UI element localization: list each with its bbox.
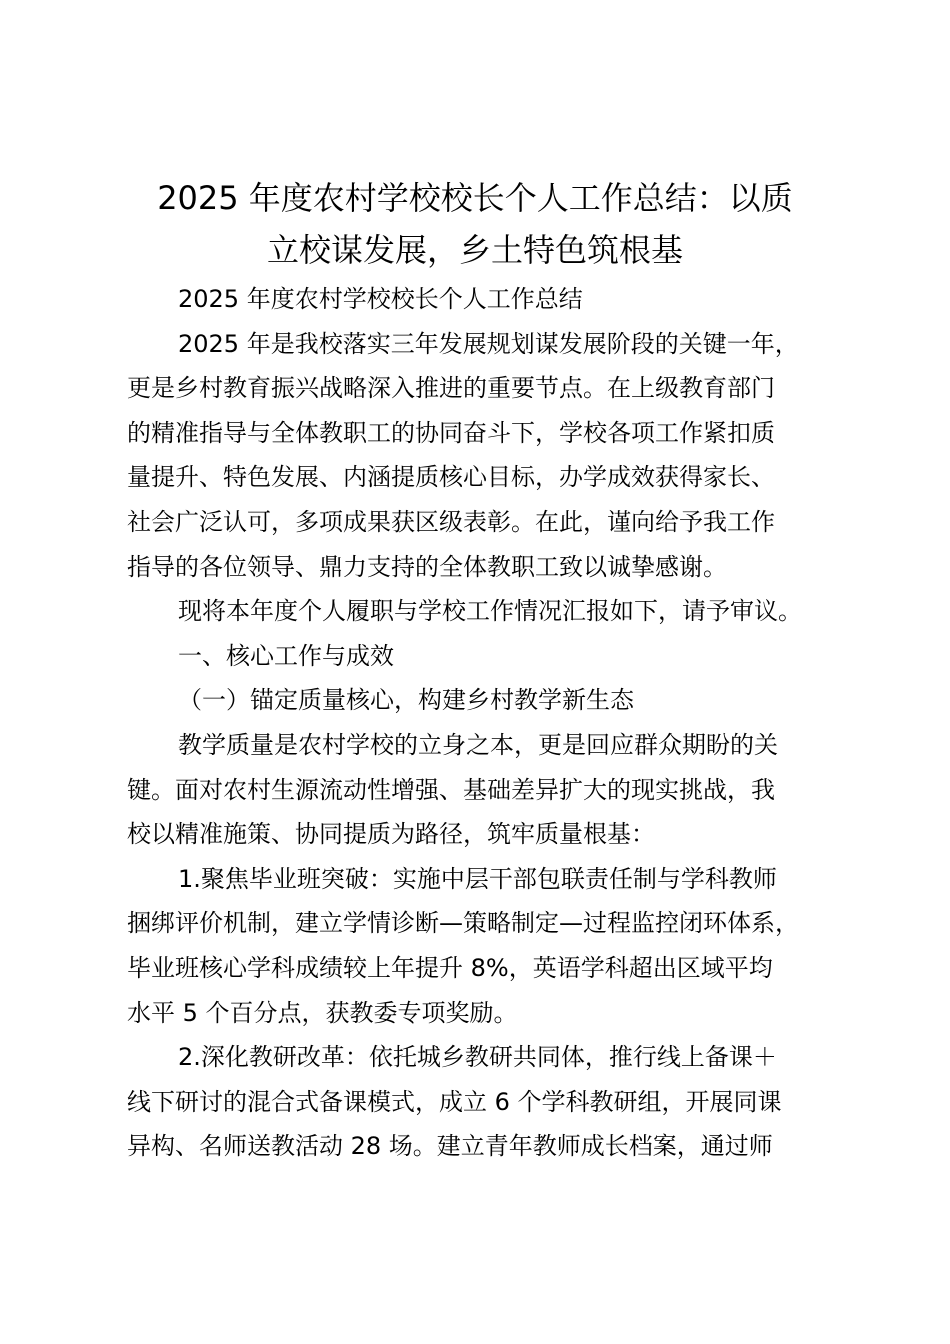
paragraph-line: 更是乡村教育振兴战略深入推进的重要节点。在上级教育部门 bbox=[127, 374, 775, 403]
list-item-line: 捆绑评价机制，建立学情诊断—策略制定—过程监控闭环体系， bbox=[127, 909, 799, 938]
list-item-line: 线下研讨的混合式备课模式，成立 6 个学科教研组，开展同课 bbox=[127, 1087, 782, 1116]
paragraph-line: 校以精准施策、协同提质为路径，筑牢质量根基： bbox=[127, 820, 655, 849]
title-line: 立校谋发展，乡土特色筑根基 bbox=[266, 231, 683, 269]
list-item-line: 水平 5 个百分点，获教委专项奖励。 bbox=[127, 998, 518, 1027]
paragraph-line: 量提升、特色发展、内涵提质核心目标，办学成效获得家长、 bbox=[127, 463, 775, 492]
paragraph-line: 的精准指导与全体教职工的协同奋斗下，学校各项工作紧扣质 bbox=[127, 418, 775, 447]
paragraph-line: 2025 年是我校落实三年发展规划谋发展阶段的关键一年， bbox=[178, 329, 799, 358]
subsection-heading: （一）锚定质量核心，构建乡村教学新生态 bbox=[178, 686, 634, 715]
list-item-line: 毕业班核心学科成绩较上年提升 8%，英语学科超出区域平均 bbox=[127, 953, 773, 982]
list-item-line: 2.深化教研改革：依托城乡教研共同体，推行线上备课＋ bbox=[178, 1043, 777, 1072]
paragraph-line: 教学质量是农村学校的立身之本，更是回应群众期盼的关 bbox=[178, 730, 778, 759]
paragraph-line: 现将本年度个人履职与学校工作情况汇报如下，请予审议。 bbox=[178, 597, 802, 626]
document-title bbox=[120, 172, 830, 276]
paragraph-line: 键。面对农村生源流动性增强、基础差异扩大的现实挑战，我 bbox=[127, 775, 775, 804]
paragraph-line: 社会广泛认可，多项成果获区级表彰。在此，谨向给予我工作 bbox=[127, 507, 775, 536]
list-item-line: 异构、名师送教活动 28 场。建立青年教师成长档案，通过师 bbox=[127, 1132, 773, 1161]
section-heading: 一、核心工作与成效 bbox=[178, 641, 394, 670]
title-line: 2025 年度农村学校校长个人工作总结：以质 bbox=[157, 179, 793, 217]
document-body bbox=[127, 277, 837, 1169]
list-item-line: 1.聚焦毕业班突破：实施中层干部包联责任制与学科教师 bbox=[178, 864, 777, 893]
subtitle-line: 2025 年度农村学校校长个人工作总结 bbox=[178, 285, 583, 313]
paragraph-line: 指导的各位领导、鼎力支持的全体教职工致以诚挚感谢。 bbox=[127, 552, 727, 581]
